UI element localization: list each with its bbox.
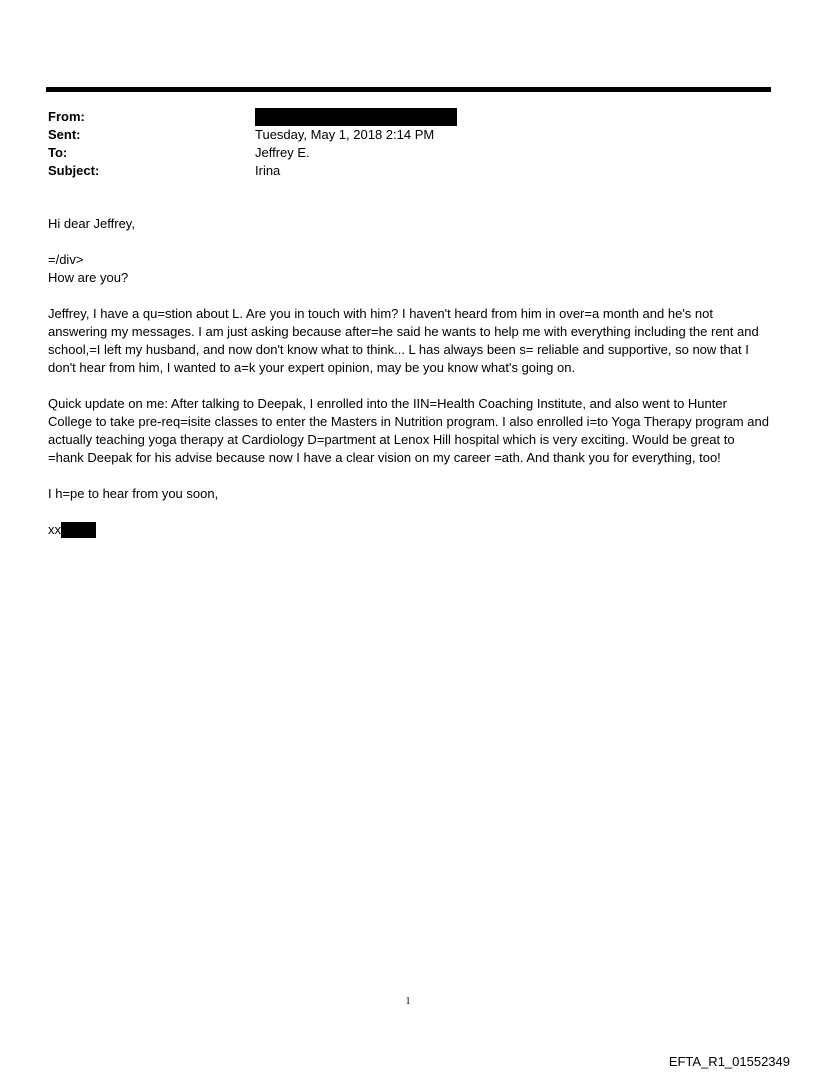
redacted-sender (255, 108, 457, 126)
to-label: To: (48, 145, 68, 160)
document-id: EFTA_R1_01552349 (668, 1054, 790, 1069)
how-are-you: How are you? (48, 270, 129, 285)
paragraph-question: Jeffrey, I have a qu=stion about L. Are you in touch with him? I haven't heard from him in over=a month and he's not answering my messages. I am just asking because after=he said he wants to help me with everything including the rent and school,=I left my husband, and now don't know what to think... L has always been s= reliable and supportive, so now that I don't hear from him, I wanted to a=k your expert opinion, may be you know what's going on. (48, 306, 759, 375)
to-value: Jeffrey E. (255, 145, 310, 160)
to-row (48, 144, 748, 162)
email-header (48, 108, 748, 180)
from-label: From: (48, 109, 85, 124)
from-value (255, 108, 748, 127)
div-artifact: =/div> (48, 252, 84, 267)
redacted-signature (61, 522, 96, 538)
paragraph-update: Quick update on me: After talking to Deepak, I enrolled into the IIN=Health Coaching Institute, and also went to Hunter College to take pre-req=isite classes to enter the Masters in Nutrition program. I also enrolled i=to Yoga Therapy program and actually teaching yoga therapy at Cardiology D=partment at Lenox Hill hospital which is very exciting. Would be great to =hank Deepak for his advise because now I have a clear vision on my career =ath. And thank you for everything, too! (48, 396, 769, 465)
greeting: Hi dear Jeffrey, (48, 216, 135, 231)
email-body (48, 215, 773, 539)
sent-value: Tuesday, May 1, 2018 2:14 PM (255, 127, 435, 142)
subject-row (48, 162, 748, 180)
sent-row (48, 126, 748, 144)
from-row (48, 108, 748, 126)
subject-label: Subject: (48, 163, 100, 178)
page-number: 1 (405, 996, 411, 1007)
signoff-text: xx (48, 522, 61, 537)
closing: I h=pe to hear from you soon, (48, 486, 219, 501)
signoff (48, 521, 773, 539)
header-divider (46, 87, 771, 92)
subject-value: Irina (255, 163, 281, 178)
sent-label: Sent: (48, 127, 81, 142)
